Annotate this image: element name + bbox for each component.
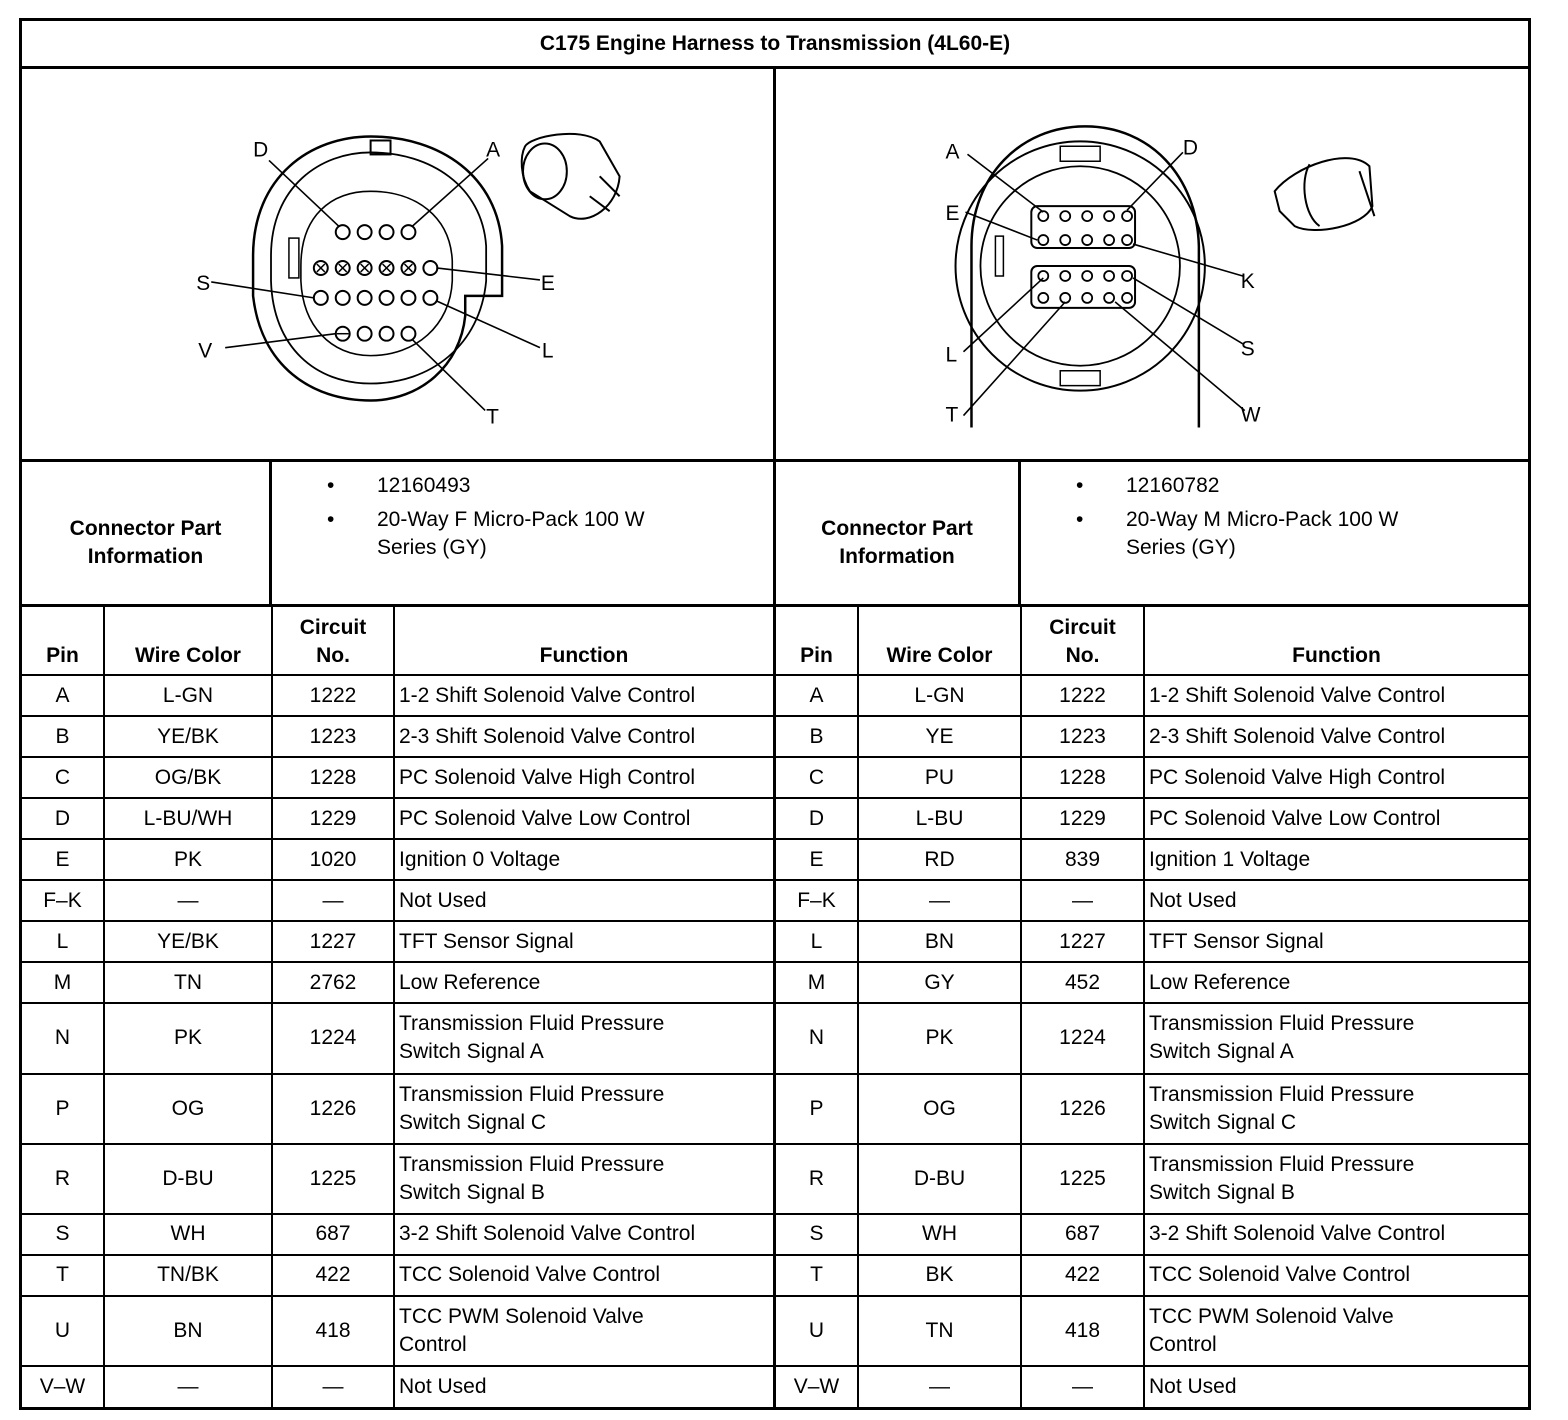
- circuit-cell: 1228: [1021, 757, 1144, 798]
- function-cell: PC Solenoid Valve High Control: [394, 757, 775, 798]
- function-cell: TCC PWM Solenoid Valve Control: [1144, 1296, 1528, 1366]
- circuit-cell: 687: [272, 1214, 394, 1255]
- left-table-header: [22, 607, 775, 675]
- table-row: [22, 1296, 775, 1366]
- table-row: [22, 716, 775, 757]
- pin-cell: D: [22, 798, 104, 839]
- pin-cell: A: [776, 675, 858, 716]
- left-connector-diagram: [22, 66, 776, 459]
- wire-color-cell: —: [858, 880, 1021, 921]
- function-cell: Ignition 0 Voltage: [394, 839, 775, 880]
- right-part-info: [776, 462, 1528, 604]
- function-cell: Not Used: [1144, 880, 1528, 921]
- left-cpi-label: [22, 462, 272, 604]
- table-row: [776, 839, 1528, 880]
- table-row: [776, 1214, 1528, 1255]
- circuit-cell: 687: [1021, 1214, 1144, 1255]
- circuit-header: Circuit No.: [1021, 607, 1144, 675]
- function-cell: Transmission Fluid Pressure Switch Signal C: [1144, 1074, 1528, 1144]
- wire-color-cell: —: [858, 1366, 1021, 1407]
- wire-color-cell: OG: [104, 1074, 272, 1144]
- circuit-cell: 1228: [272, 757, 394, 798]
- wire-color-cell: PU: [858, 757, 1021, 798]
- function-cell: 3-2 Shift Solenoid Valve Control: [394, 1214, 775, 1255]
- circuit-cell: 1229: [1021, 798, 1144, 839]
- circuit-cell: 418: [1021, 1296, 1144, 1366]
- circuit-cell: 1223: [1021, 716, 1144, 757]
- pin-cell: L: [776, 921, 858, 962]
- table-row: [776, 880, 1528, 921]
- pin-cell: V–W: [776, 1366, 858, 1407]
- table-row: [776, 1144, 1528, 1214]
- table-row: [22, 1074, 775, 1144]
- table-row: [776, 1003, 1528, 1073]
- wire-color-cell: BN: [104, 1296, 272, 1366]
- bullet-dot: •: [1076, 508, 1084, 531]
- left-pin-label-t: T: [486, 405, 499, 429]
- circuit-cell: 1227: [272, 921, 394, 962]
- wire-color-cell: TN: [858, 1296, 1021, 1366]
- right-pin-table: [776, 607, 1528, 1407]
- right-pin-label-s: S: [1240, 337, 1255, 361]
- circuit-cell: 839: [1021, 839, 1144, 880]
- wire-color-cell: YE/BK: [104, 921, 272, 962]
- connector-sheet: [19, 18, 1531, 1410]
- pin-cell: E: [776, 839, 858, 880]
- circuit-cell: 1227: [1021, 921, 1144, 962]
- circuit-cell: —: [1021, 880, 1144, 921]
- pin-cell: N: [776, 1003, 858, 1073]
- wire-color-cell: OG: [858, 1074, 1021, 1144]
- circuit-cell: 452: [1021, 962, 1144, 1003]
- pin-cell: C: [22, 757, 104, 798]
- right-part-bullets: [1021, 462, 1528, 604]
- bullet-dot: •: [327, 474, 335, 497]
- circuit-cell: 1224: [1021, 1003, 1144, 1073]
- pin-cell: T: [22, 1255, 104, 1296]
- function-cell: TFT Sensor Signal: [1144, 921, 1528, 962]
- right-connector-diagram: [776, 66, 1528, 459]
- left-pin-table: [22, 607, 776, 1407]
- pin-cell: F–K: [776, 880, 858, 921]
- wire-color-cell: L-BU: [858, 798, 1021, 839]
- table-row: [776, 1296, 1528, 1366]
- circuit-cell: 1226: [1021, 1074, 1144, 1144]
- left-part-info: [22, 462, 776, 604]
- page-title: C175 Engine Harness to Transmission (4L60-E): [22, 21, 1528, 69]
- table-row: [22, 1003, 775, 1073]
- function-cell: 2-3 Shift Solenoid Valve Control: [1144, 716, 1528, 757]
- function-cell: PC Solenoid Valve Low Control: [394, 798, 775, 839]
- function-cell: Transmission Fluid Pressure Switch Signal A: [394, 1003, 775, 1073]
- circuit-cell: 422: [272, 1255, 394, 1296]
- wire-color-cell: —: [104, 880, 272, 921]
- function-cell: Low Reference: [1144, 962, 1528, 1003]
- pin-cell: E: [22, 839, 104, 880]
- right-pin-label-d: D: [1182, 136, 1199, 160]
- function-cell: Transmission Fluid Pressure Switch Signal B: [394, 1144, 775, 1214]
- table-row: [22, 1144, 775, 1214]
- bullet-dot: •: [327, 508, 335, 531]
- right-pin-label-t: T: [945, 403, 959, 427]
- table-row: [776, 757, 1528, 798]
- left-part-bullets: [272, 462, 773, 604]
- right-part-number: 12160782: [1126, 474, 1220, 497]
- table-row: [776, 1366, 1528, 1407]
- circuit-cell: 1229: [272, 798, 394, 839]
- right-pin-label-a: A: [945, 140, 960, 164]
- table-row: [776, 675, 1528, 716]
- left-pin-label-v: V: [198, 339, 213, 363]
- wire-color-cell: BN: [858, 921, 1021, 962]
- pin-cell: S: [22, 1214, 104, 1255]
- pin-cell: S: [776, 1214, 858, 1255]
- table-row: [22, 839, 775, 880]
- function-cell: TCC Solenoid Valve Control: [394, 1255, 775, 1296]
- table-row: [776, 962, 1528, 1003]
- right-part-description: 20-Way M Micro-Pack 100 W Series (GY): [1126, 508, 1399, 559]
- wire-color-cell: D-BU: [104, 1144, 272, 1214]
- wire-color-cell: PK: [104, 1003, 272, 1073]
- pin-cell: P: [22, 1074, 104, 1144]
- circuit-cell: 1223: [272, 716, 394, 757]
- circuit-cell: —: [272, 880, 394, 921]
- circuit-header: Circuit No.: [272, 607, 394, 675]
- left-part-description: 20-Way F Micro-Pack 100 W Series (GY): [377, 508, 645, 559]
- right-pin-label-e: E: [945, 202, 960, 226]
- right-pin-label-w: W: [1240, 403, 1261, 427]
- circuit-cell: 1020: [272, 839, 394, 880]
- left-pin-label-l: L: [541, 339, 554, 363]
- wire-color-cell: —: [104, 1366, 272, 1407]
- table-row: [776, 921, 1528, 962]
- wire-color-header: Wire Color: [858, 607, 1021, 675]
- pin-cell: N: [22, 1003, 104, 1073]
- wire-color-cell: RD: [858, 839, 1021, 880]
- table-row: [22, 1255, 775, 1296]
- function-cell: 2-3 Shift Solenoid Valve Control: [394, 716, 775, 757]
- wire-color-cell: TN: [104, 962, 272, 1003]
- pin-header: Pin: [776, 607, 858, 675]
- table-row: [776, 716, 1528, 757]
- function-cell: TCC PWM Solenoid Valve Control: [394, 1296, 775, 1366]
- circuit-cell: 2762: [272, 962, 394, 1003]
- pin-cell: U: [776, 1296, 858, 1366]
- right-pin-label-l: L: [945, 343, 958, 367]
- pin-tables: [22, 604, 1528, 1407]
- function-cell: Transmission Fluid Pressure Switch Signal B: [1144, 1144, 1528, 1214]
- wire-color-cell: L-BU/WH: [104, 798, 272, 839]
- table-row: [776, 1255, 1528, 1296]
- function-cell: PC Solenoid Valve High Control: [1144, 757, 1528, 798]
- wire-color-cell: WH: [104, 1214, 272, 1255]
- wire-color-cell: L-GN: [104, 675, 272, 716]
- right-pin-label-k: K: [1240, 269, 1255, 293]
- circuit-cell: 422: [1021, 1255, 1144, 1296]
- circuit-cell: 1222: [1021, 675, 1144, 716]
- pin-cell: P: [776, 1074, 858, 1144]
- pin-cell: C: [776, 757, 858, 798]
- circuit-cell: 1224: [272, 1003, 394, 1073]
- function-cell: Not Used: [394, 880, 775, 921]
- wire-color-cell: BK: [858, 1255, 1021, 1296]
- function-cell: Transmission Fluid Pressure Switch Signal C: [394, 1074, 775, 1144]
- wire-color-cell: OG/BK: [104, 757, 272, 798]
- function-cell: Not Used: [1144, 1366, 1528, 1407]
- table-row: [22, 1214, 775, 1255]
- table-row: [776, 1074, 1528, 1144]
- left-pin-label-d: D: [253, 138, 269, 162]
- wire-color-cell: PK: [858, 1003, 1021, 1073]
- table-row: [22, 675, 775, 716]
- pin-cell: R: [776, 1144, 858, 1214]
- circuit-cell: 418: [272, 1296, 394, 1366]
- circuit-cell: 1222: [272, 675, 394, 716]
- pin-cell: A: [22, 675, 104, 716]
- pin-cell: M: [776, 962, 858, 1003]
- pin-cell: M: [22, 962, 104, 1003]
- right-cpi-line1: Connector Part: [821, 517, 973, 540]
- circuit-cell: 1225: [1021, 1144, 1144, 1214]
- right-table-header: [776, 607, 1528, 675]
- function-header: Function: [1144, 607, 1528, 675]
- wire-color-cell: TN/BK: [104, 1255, 272, 1296]
- pin-cell: B: [776, 716, 858, 757]
- function-cell: Ignition 1 Voltage: [1144, 839, 1528, 880]
- pin-header: Pin: [22, 607, 104, 675]
- function-header: Function: [394, 607, 775, 675]
- function-cell: Not Used: [394, 1366, 775, 1407]
- wire-color-header: Wire Color: [104, 607, 272, 675]
- function-cell: TCC Solenoid Valve Control: [1144, 1255, 1528, 1296]
- wire-color-cell: D-BU: [858, 1144, 1021, 1214]
- table-row: [22, 798, 775, 839]
- pin-cell: R: [22, 1144, 104, 1214]
- function-cell: 1-2 Shift Solenoid Valve Control: [1144, 675, 1528, 716]
- connector-part-info-row: [22, 459, 1528, 604]
- left-connector-face: [22, 66, 773, 459]
- pin-cell: D: [776, 798, 858, 839]
- circuit-cell: —: [272, 1366, 394, 1407]
- circuit-cell: 1225: [272, 1144, 394, 1214]
- pin-cell: U: [22, 1296, 104, 1366]
- wire-color-cell: GY: [858, 962, 1021, 1003]
- function-cell: TFT Sensor Signal: [394, 921, 775, 962]
- right-cpi-label: [776, 462, 1021, 604]
- left-pin-label-a: A: [486, 138, 501, 162]
- function-cell: PC Solenoid Valve Low Control: [1144, 798, 1528, 839]
- wire-color-cell: YE/BK: [104, 716, 272, 757]
- bullet-dot: •: [1076, 474, 1084, 497]
- left-pin-label-s: S: [196, 271, 211, 295]
- table-row: [22, 880, 775, 921]
- function-cell: 1-2 Shift Solenoid Valve Control: [394, 675, 775, 716]
- left-pin-label-e: E: [540, 271, 555, 295]
- circuit-cell: —: [1021, 1366, 1144, 1407]
- table-row: [22, 962, 775, 1003]
- wire-color-cell: WH: [858, 1214, 1021, 1255]
- left-part-number: 12160493: [377, 474, 471, 497]
- circuit-cell: 1226: [272, 1074, 394, 1144]
- right-cpi-line2: Information: [839, 545, 955, 568]
- pin-cell: L: [22, 921, 104, 962]
- left-cpi-line2: Information: [87, 545, 204, 568]
- wire-color-cell: L-GN: [858, 675, 1021, 716]
- table-row: [22, 757, 775, 798]
- pin-cell: F–K: [22, 880, 104, 921]
- function-cell: 3-2 Shift Solenoid Valve Control: [1144, 1214, 1528, 1255]
- pin-cell: T: [776, 1255, 858, 1296]
- right-connector-face: [776, 66, 1528, 459]
- table-row: [776, 798, 1528, 839]
- left-cpi-line1: Connector Part: [69, 517, 222, 540]
- wire-color-cell: PK: [104, 839, 272, 880]
- pin-cell: V–W: [22, 1366, 104, 1407]
- function-cell: Low Reference: [394, 962, 775, 1003]
- function-cell: Transmission Fluid Pressure Switch Signal A: [1144, 1003, 1528, 1073]
- table-row: [22, 921, 775, 962]
- table-row: [22, 1366, 775, 1407]
- pin-cell: B: [22, 716, 104, 757]
- wire-color-cell: YE: [858, 716, 1021, 757]
